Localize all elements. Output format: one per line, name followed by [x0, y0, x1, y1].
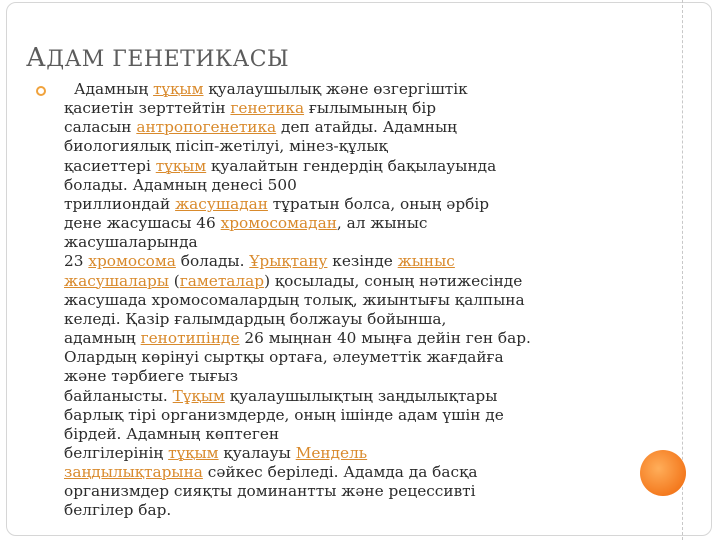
paragraph-line: [64, 157, 624, 176]
paragraph-line: [64, 118, 624, 137]
paragraph-text: қуалаушылық және өзгергіштік: [203, 80, 468, 98]
paragraph-text: сәйкес беріледі. Адамда да басқа: [202, 463, 478, 482]
term-link[interactable]: тұқым: [168, 443, 219, 462]
term-link[interactable]: Тұқым: [172, 386, 225, 405]
paragraph-text: Адамның: [74, 80, 154, 98]
paragraph-text: (: [168, 271, 180, 290]
paragraph-line: [64, 272, 624, 291]
body-paragraph: [64, 80, 624, 521]
paragraph-line: [64, 425, 624, 444]
term-link[interactable]: гаметалар: [179, 271, 265, 290]
paragraph-text: адамның: [64, 329, 141, 348]
paragraph-line: [64, 252, 624, 271]
paragraph-line: [64, 367, 624, 386]
term-link[interactable]: жыныс: [397, 252, 455, 271]
term-link[interactable]: жасушалары: [64, 271, 169, 290]
paragraph-line: [64, 444, 624, 463]
paragraph-text: белгілерінің: [64, 443, 169, 462]
slide-title-rest: ДАМ ГЕНЕТИКАСЫ: [46, 47, 290, 72]
paragraph-line: [64, 99, 624, 118]
term-link[interactable]: хромосомадан: [220, 214, 337, 233]
paragraph-text: қасиеттері: [64, 156, 156, 175]
paragraph-text: барлық тірі организмдерде, оның ішінде адам үшін де: [64, 405, 504, 424]
paragraph-text: байланысты.: [64, 386, 173, 405]
paragraph-line: [64, 233, 624, 252]
slide-title: [26, 43, 289, 73]
paragraph-line: [64, 463, 624, 482]
paragraph-text: қуалауы: [218, 443, 296, 462]
term-link[interactable]: жасушадан: [175, 194, 268, 213]
paragraph-text: саласын: [64, 118, 137, 137]
paragraph-text: және тәрбиеге тығыз: [64, 367, 239, 386]
paragraph-line: [64, 348, 624, 367]
paragraph-text: келеді. Қазір ғалымдардың болжауы бойынша,: [64, 309, 447, 328]
paragraph-text: қасиетін зерттейтін: [64, 99, 231, 118]
term-link[interactable]: Ұрықтану: [249, 252, 328, 271]
paragraph-text: тұратын болса, оның әрбір: [267, 194, 490, 213]
paragraph-line: [64, 80, 624, 99]
bullet-circle-icon: [36, 86, 46, 96]
paragraph-text: қуалайтын гендердің бақылауында: [206, 156, 497, 175]
term-link[interactable]: тұқым: [155, 156, 207, 175]
paragraph-line: [64, 291, 624, 310]
paragraph-text: болады.: [175, 252, 250, 271]
paragraph-line: [64, 137, 624, 156]
paragraph-text: жасушаларында: [64, 233, 198, 252]
paragraph-line: [64, 195, 624, 214]
paragraph-line: [64, 406, 624, 425]
term-link[interactable]: генетика: [230, 99, 305, 118]
paragraph-text: биологиялық пісіп-жетілуі, мінез-құлық: [64, 137, 388, 156]
decorative-orange-circle: [640, 450, 686, 496]
paragraph-text: ғылымының бір: [304, 99, 437, 118]
slide-title-initial: А: [26, 43, 47, 73]
term-link[interactable]: заңдылықтарына: [64, 463, 203, 482]
paragraph-line: [64, 176, 624, 195]
slide-divider-line: [682, 0, 683, 540]
paragraph-text: қуалаушылықтың заңдылықтары: [224, 386, 498, 405]
paragraph-text: 23: [64, 252, 89, 271]
paragraph-line: [64, 310, 624, 329]
paragraph-text: организмдер сияқты доминантты және рецессивті: [64, 482, 476, 501]
paragraph-text: болады. Адамның денесі 500: [64, 175, 297, 194]
paragraph-line: [64, 482, 624, 501]
paragraph-text: , ал жыныс: [336, 214, 428, 233]
paragraph-text: бірдей. Адамның көптеген: [64, 424, 280, 443]
term-link[interactable]: тұқым: [153, 80, 204, 98]
paragraph-text: Олардың көрінуі сыртқы ортаға, әлеуметтік жағдайға: [64, 348, 504, 367]
paragraph-line: [64, 501, 624, 520]
paragraph-text: белгілер бар.: [64, 501, 172, 520]
term-link[interactable]: Мендель: [295, 443, 368, 462]
paragraph-text: триллиондай: [64, 194, 176, 213]
term-link[interactable]: генотипінде: [140, 329, 240, 348]
paragraph-text: жасушада хромосомалардың толық, жиынтығы қалпына: [64, 290, 525, 309]
paragraph-line: [64, 214, 624, 233]
paragraph-text: кезінде: [327, 252, 398, 271]
paragraph-line: [64, 329, 624, 348]
paragraph-line: [64, 387, 624, 406]
paragraph-text: деп атайды. Адамның: [276, 118, 457, 137]
term-link[interactable]: антропогенетика: [136, 118, 277, 137]
paragraph-text: ) қосылады, соның нәтижесінде: [264, 271, 523, 290]
paragraph-text: дене жасушасы 46: [64, 214, 221, 233]
term-link[interactable]: хромосома: [88, 252, 176, 271]
paragraph-text: 26 мыңнан 40 мыңға дейін ген бар.: [239, 329, 531, 348]
